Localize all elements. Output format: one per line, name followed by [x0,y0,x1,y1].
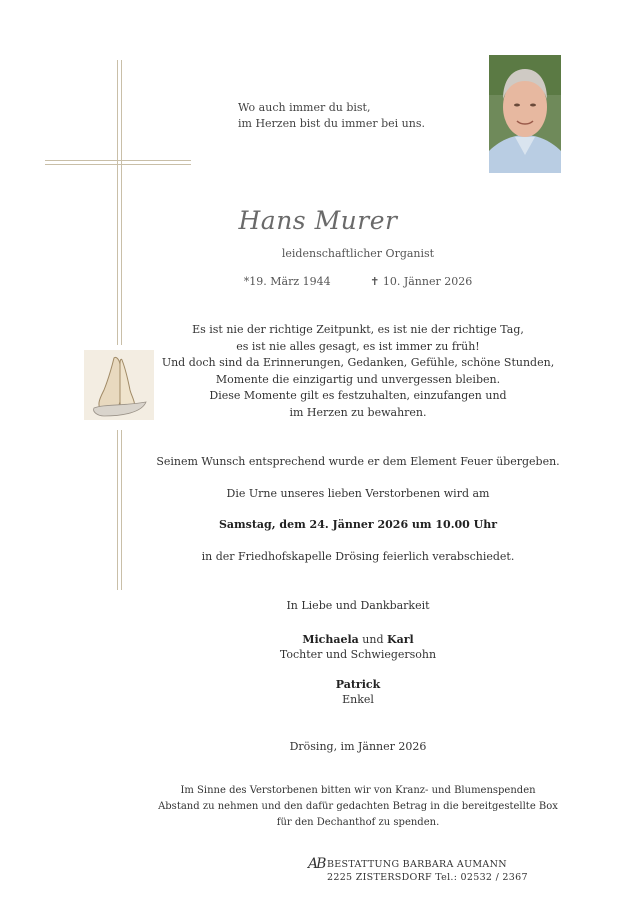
birth-date: *19. März 1944 [243,275,331,288]
family-and: und [362,633,384,646]
funeral-home-info [327,858,528,884]
cross-vertical-left [117,60,118,345]
family-name-3: Patrick [335,678,381,691]
family-relation-1: Tochter und Schwiegersohn [279,648,437,661]
urn-text: Die Urne unseres lieben Verstorbenen wird am [226,487,490,500]
quote-line-2: im Herzen bist du immer bei uns. [238,117,425,130]
funeral-home-address: 2225 ZISTERSDORF Tel.: 02532 / 2367 [327,872,528,883]
cross-horizontal-bottom [45,164,191,165]
death-date: ✝ 10. Jänner 2026 [370,275,473,288]
family-name-1: Michaela [302,633,359,646]
quote-line-1: Wo auch immer du bist, [238,101,371,114]
funeral-home-name: BESTATTUNG BARBARA AUMANN [327,859,507,870]
poem-line: Und doch sind da Erinnerungen, Gedanken, Gefühle, schöne Stunden, [161,356,555,369]
cross-horizontal-top [45,160,191,161]
ceremony-date: Samstag, dem 24. Jänner 2026 um 10.00 Uhr [218,518,498,531]
place-date: Drösing, im Jänner 2026 [289,740,427,753]
poem-line: es ist nie alles gesagt, es ist immer zu früh! [236,339,480,353]
donation-request [80,783,636,831]
poem-line: Diese Momente gilt es festzuhalten, einzufangen und [209,389,507,402]
family-group-1 [80,632,636,662]
family-group-2 [80,677,636,707]
poem-line: Momente die einzigartig und unvergessen bleiben. [215,372,501,386]
family-name-2: Karl [387,633,414,646]
cross-vertical-right [121,60,122,345]
wish-text: Seinem Wunsch entsprechend wurde er dem Element Feuer übergeben. [156,455,560,468]
request-line: für den Dechanthof zu spenden. [276,817,440,828]
family-relation-2: Enkel [342,693,374,706]
funeral-home-logo: AB [308,856,325,872]
request-line: Im Sinne des Verstorbenen bitten wir von Kranz- und Blumenspenden [180,785,536,796]
cross-vertical-lower [117,430,118,590]
cross-vertical-lower-2 [121,430,122,590]
deceased-name: Hans Murer [238,206,398,235]
subtitle: leidenschaftlicher Organist [281,247,435,260]
request-line: Abstand zu nehmen und den dafür gedachten Betrag in die bereitgestellte Box [158,801,558,812]
life-dates [80,275,636,288]
poem [80,322,636,421]
ceremony-place: in der Friedhofskapelle Drösing feierlich verabschiedet. [201,550,515,563]
poem-line: im Herzen zu bewahren. [289,405,427,419]
portrait-photo [489,55,561,173]
poem-line: Es ist nie der richtige Zeitpunkt, es ist nie der richtige Tag, [192,323,524,336]
closing-text: In Liebe und Dankbarkeit [286,599,430,612]
quote [238,100,425,132]
